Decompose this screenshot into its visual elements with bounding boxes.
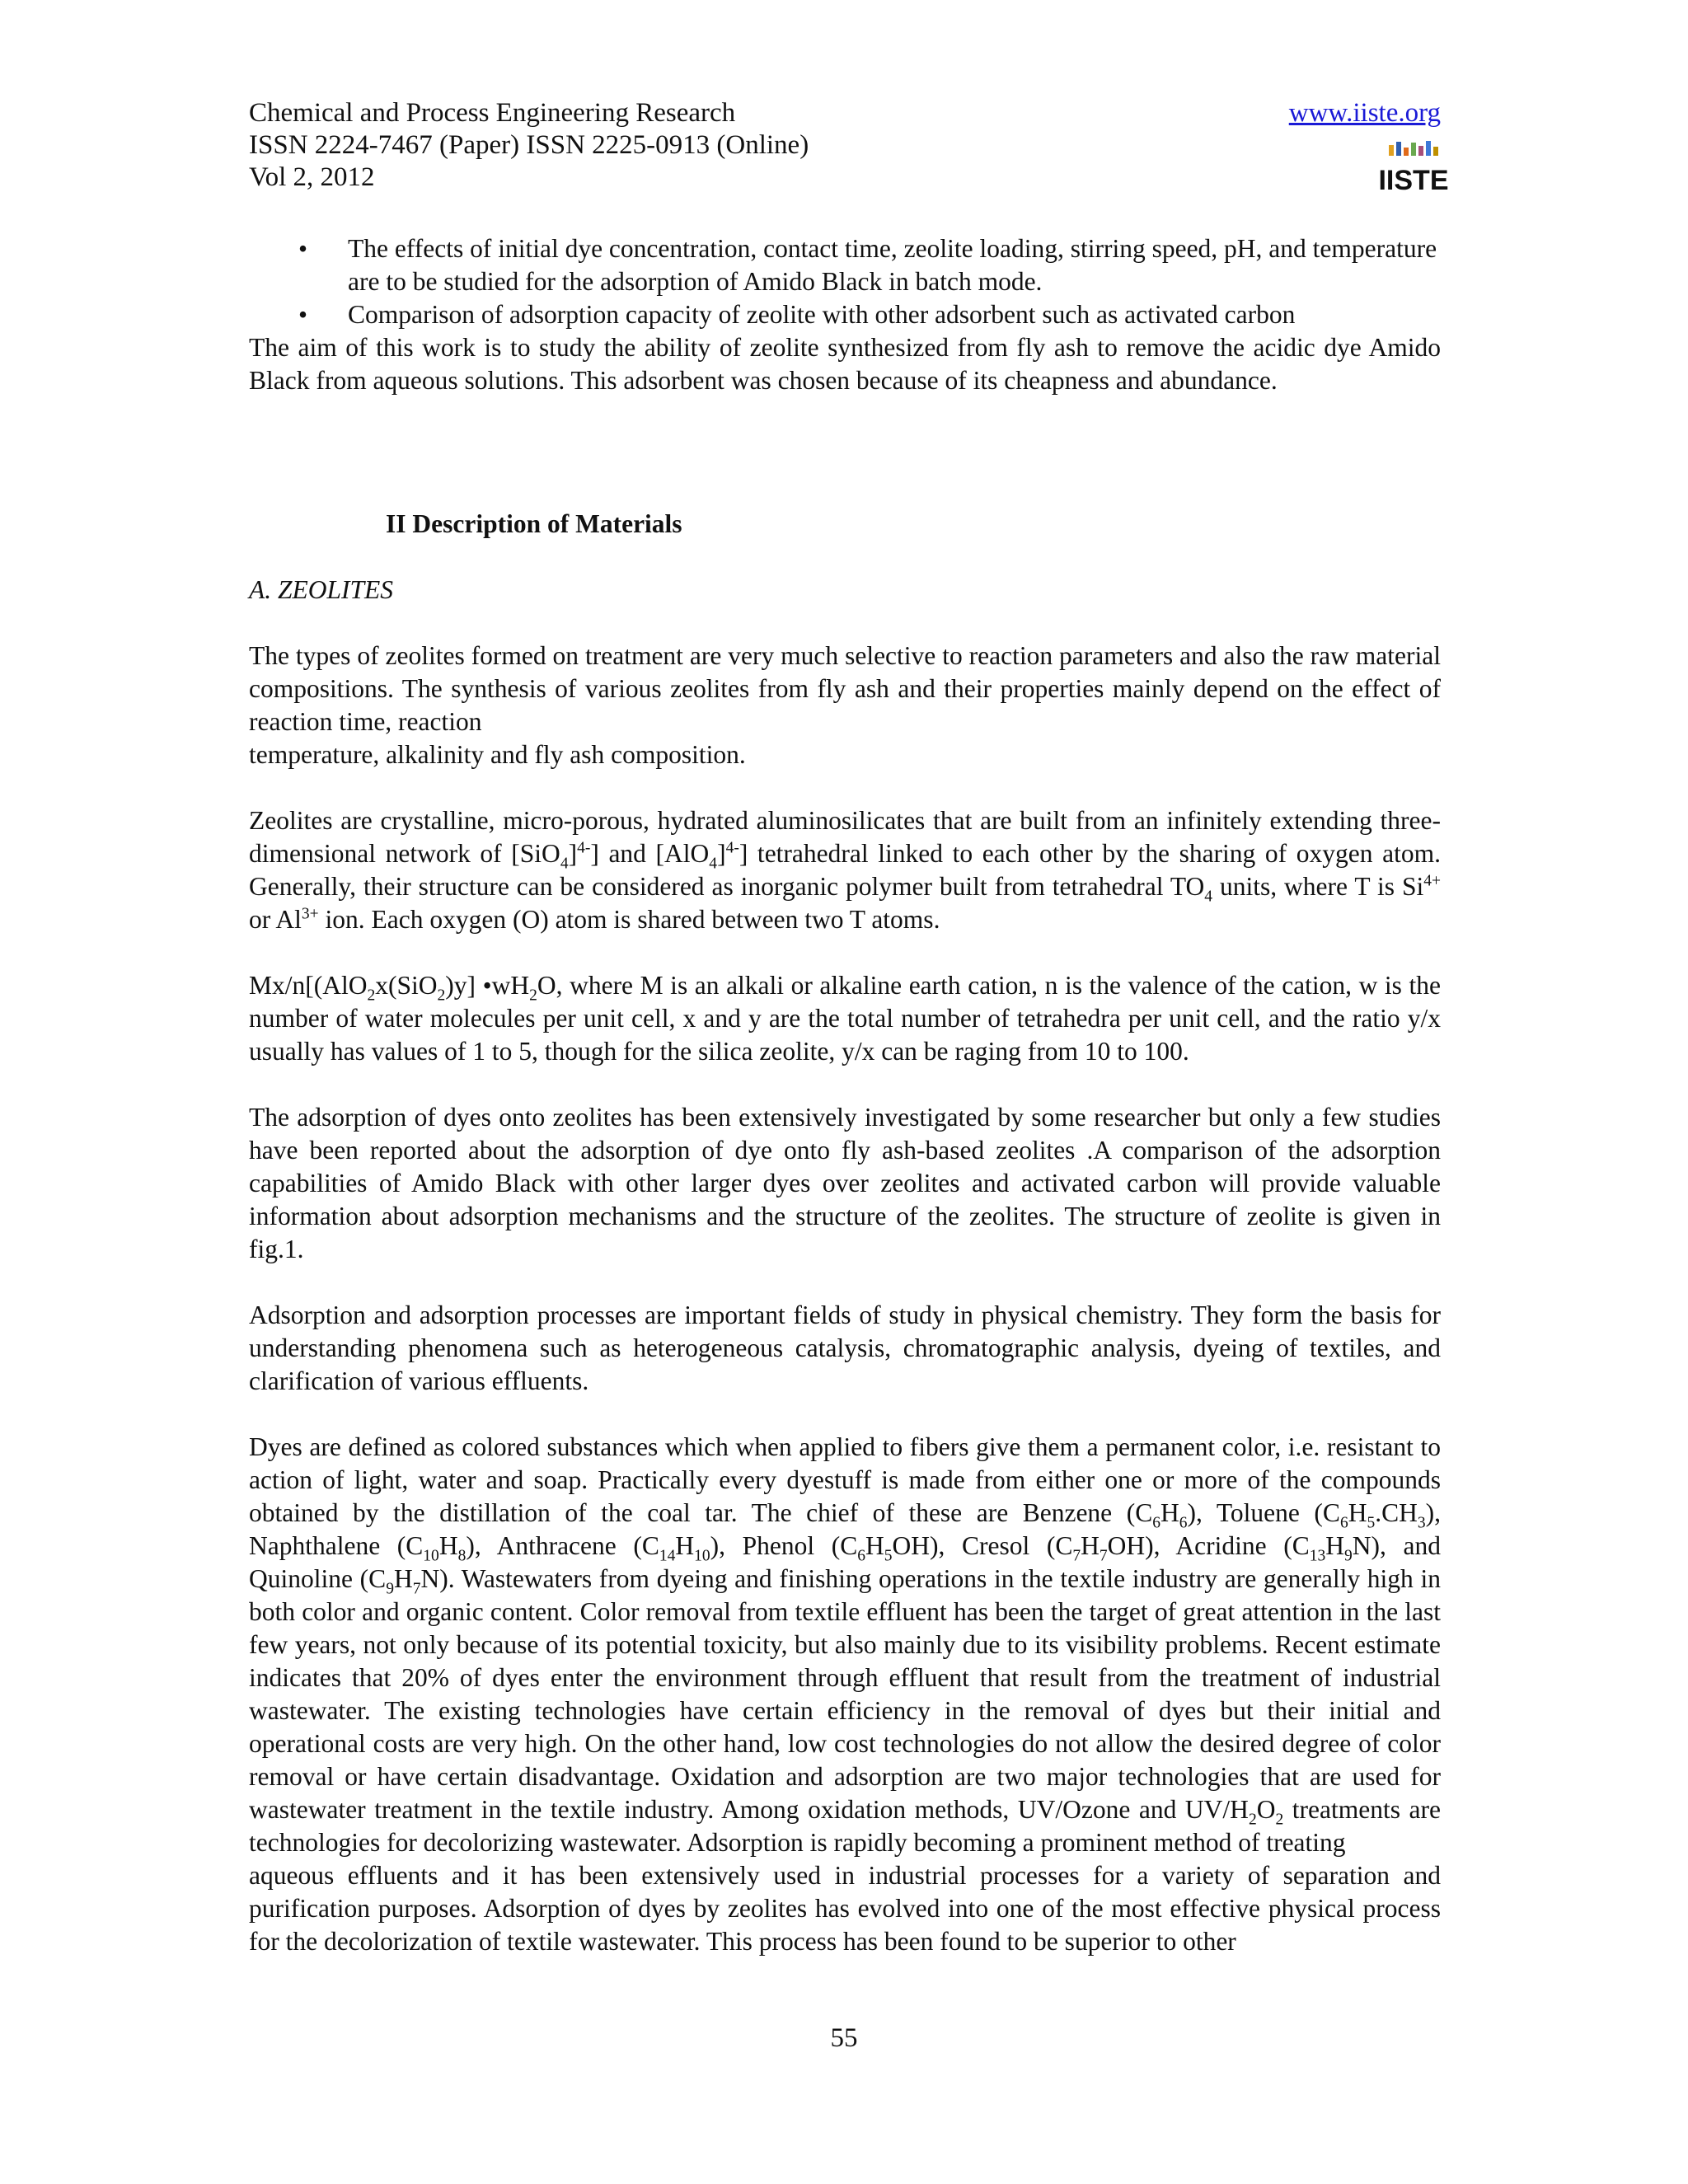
section-heading: II Description of Materials [386, 509, 682, 538]
paragraph-dye-adsorption: The adsorption of dyes onto zeolites has been extensively investigated by some researcher but only a few studies have been reported about the adsorption of dye onto fly ash-based zeolites .A comparison of the adsorption capabilities of Amido Black with other larger dyes over zeolites and activated carbon will provide valuable information about adsorption mechanisms and the structure of the zeolites. The structure of zeolite is given in fig.1. [249, 1103, 1441, 1263]
journal-title: Chemical and Process Engineering Research [249, 98, 736, 128]
paragraph-zeolite-structure: Zeolites are crystalline, micro-porous, hydrated aluminosilicates that are built from an infinitely extending three-dimensional network of $[SiO_4]^{4-}$] and $[AlO_4]^{4-}$] tetrahedral linked to each other by the sharing of oxygen atom. Generally, their structure can be considered as inorganic polymer built from tetrahedral $TO_4$ units, where T is $Si^{4+}$ or $Al^{3+}$ ion. Each oxygen (O) atom is shared between two T atoms. [249, 806, 1441, 934]
page [249, 97, 1449, 1956]
paragraph-zeolite-formula: Mx/n[(AlO$_2$x(SiO$_2$)y] $•wH_2O$, where M is an alkali or alkaline earth cation, n is the valence of the cation, w is the number of water molecules per unit cell, x and y are the total number of tetrahedra per unit cell, and the ratio y/x usually has values of 1 to 5, though for the silica zeolite, y/x can be raging from 10 to 100. [249, 971, 1441, 1066]
objectives-list [249, 232, 1441, 331]
paragraph-dyes-cont: aqueous effluents and it has been extensively used in industrial processes for a variety of separation and purification purposes. Adsorption of dyes by zeolites has evolved into one of the most effective physical process for the decolorization of textile wastewater. This process has been found to be superior to other [249, 1861, 1441, 1956]
page-number: 55 [830, 2023, 858, 2053]
issn-line: ISSN 2224-7467 (Paper) ISSN 2225-0913 (Online) [249, 130, 809, 160]
paragraph-zeolite-types-cont: temperature, alkalinity and fly ash composition. [249, 740, 746, 769]
paragraph-dyes: Dyes are defined as colored substances which when applied to fibers give them a permanent color, i.e. resistant to action of light, water and soap. Practically every dyestuff is made from either one or more of the compounds obtained by the distillation of the coal tar. The chief of these are Benzene $(C_6H_6)$, Toluene $(C_6H_5.CH_3)$, Naphthalene $(C_{10}H_8)$, Anthracene $(C_{14}H_{10})$, Phenol $(C_6H_5OH)$, Cresol $(C_7H_7OH)$, Acridine $(C_{13}H_9N)$, and Quinoline $(C_9H_7N)$. Wastewaters from dyeing and finishing operations in the textile industry are generally high in both color and organic content. Color removal from textile effluent has been the target of great attention in the last few years, not only because of its potential toxicity, but also mainly due to its visibility problems. Recent estimate indicates that 20% of dyes enter the environment through effluent that result from the treatment of industrial wastewater. The existing technologies have certain efficiency in the removal of dyes but their initial and operational costs are very high. On the other hand, low cost technologies do not allow the desired degree of color removal or have certain disadvantage. Oxidation and adsorption are two major technologies that are used for wastewater treatment in the textile industry. Among oxidation methods, UV/Ozone and $UV/H_2O_2$ treatments are technologies for decolorizing wastewater. Adsorption is rapidly becoming a prominent method of treating [249, 1432, 1442, 1857]
subsection-heading: A. ZEOLITES [249, 575, 394, 604]
list-item: • The effects of initial dye concentration, contact time, zeolite loading, stirring speed, pH, and temperature are to be studied for the adsorption of Amido Black in batch mode. [298, 234, 1437, 296]
list-item: • Comparison of adsorption capacity of zeolite with other adsorbent such as activated carbon [298, 300, 1296, 329]
intro-paragraph: The aim of this work is to study the ability of zeolite synthesized from fly ash to remove the acidic dye Amido Black from aqueous solutions. This adsorbent was chosen because of its cheapness and abundance. [249, 333, 1441, 395]
page-header [249, 97, 1449, 204]
paragraph-zeolite-types: The types of zeolites formed on treatment are very much selective to reaction parameters and also the raw material compositions. The synthesis of various zeolites from fly ash and their properties mainly depend on the effect of reaction time, reaction [249, 641, 1441, 736]
iiste-logo-icon [1378, 140, 1449, 196]
volume-line: Vol 2, 2012 [249, 162, 375, 192]
paragraph-adsorption-processes: Adsorption and adsorption processes are important fields of study in physical chemistry. They form the basis for understanding phenomena such as heterogeneous catalysis, chromatographic analysis, dyeing of textiles, and clarification of various effluents. [249, 1301, 1441, 1395]
journal-info [249, 97, 809, 194]
svg-text:IISTE: IISTE [1378, 165, 1449, 196]
journal-url-link[interactable]: www.iiste.org [1288, 98, 1441, 128]
article-body [249, 232, 1441, 1958]
